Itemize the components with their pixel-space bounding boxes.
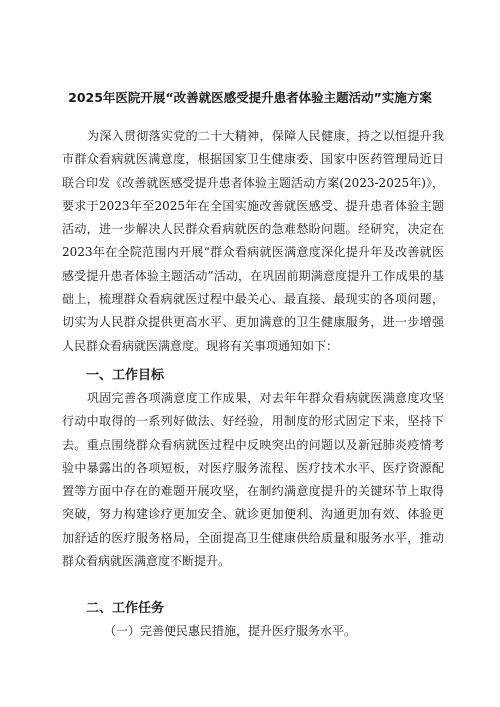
task-item-1: （一）完善便民惠民措施，提升医疗服务水平。	[104, 624, 357, 638]
goals-paragraph: 巩固完善各项满意度工作成果，对去年年群众看病就医满意度攻坚行动中取得的一系列好做法、好经验，用制度的形式固定下来，坚持下去。重点围绕群众看病就医过程中反映突出的问题以及新冠肺炎疫情考验中暴露出的各项短板，对医疗服务流程、医疗技术水平、医疗资源配置等方面中存在的难题开展攻坚，在制约满意度提升的关键环节上取得突破，努力构建诊疗更加安全、就诊更加便利、沟通更加有效、体验更加舒适的医疗服务格局，全面提高卫生健康供给质量和服务水平，推动群众看病就医满意度不断提升。	[62, 391, 444, 569]
section-heading-goals: 一、工作目标	[86, 368, 165, 383]
intro-paragraph: 为深入贯彻落实党的二十大精神，保障人民健康，持之以恒提升我市群众看病就医满意度，根据国家卫生健康委、国家中医药管理局近日联合印发《改善就医感受提升患者体验主题活动方案(2023-2025年)》，要求于2023年至2025年在全国实施改善就医感受、提升患者体验主题活动，进一步解决人民群众看病就医的急难愁盼问题。经研究，决定在2023年在全院范围内开展“群众看病就医满意度深化提升年及改善就医感受提升患者体验主题活动”活动，在巩固前期满意度提升工作成果的基础上，梳理群众看病就医过程中最关心、最直接、最现实的各项问题，切实为人民群众提供更高水平、更加满意的卫生健康服务，进一步增强人民群众看病就医满意度。现将有关事项通知如下：	[62, 129, 444, 353]
document-title: 2025年医院开展“改善就医感受提升患者体验主题活动”实施方案	[68, 90, 432, 105]
section-heading-tasks: 二、工作任务	[86, 601, 165, 616]
